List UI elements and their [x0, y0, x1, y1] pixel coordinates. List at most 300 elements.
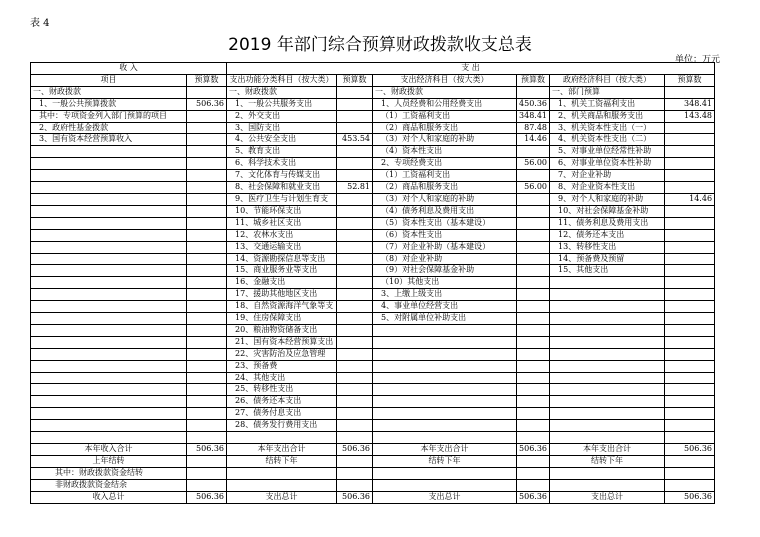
- func-amount-cell: [337, 146, 373, 158]
- income-amount-cell: [187, 182, 227, 194]
- econ-amount-cell: [517, 205, 550, 217]
- func-header: 支出功能分类科目（按大类）: [227, 74, 337, 86]
- table-row: [31, 491, 715, 503]
- page-title: 2019 年部门综合预算财政拨款收支总表: [228, 35, 532, 55]
- econ-amount-cell: [517, 372, 550, 384]
- income-amount-cell: 506.36: [187, 491, 227, 503]
- income-item-cell: 一、财政拨款: [31, 86, 187, 98]
- gov-item-cell: [550, 432, 665, 444]
- econ-item-cell: 5、对附属单位补助支出: [373, 313, 517, 325]
- income-amount-cell: [187, 253, 227, 265]
- econ-amount-cell: [517, 86, 550, 98]
- func-item-cell: 11、城乡社区支出: [227, 217, 337, 229]
- econ-item-cell: （8）对企业补助: [373, 253, 517, 265]
- func-item-cell: 一、财政拨款: [227, 86, 337, 98]
- gov-item-cell: [550, 479, 665, 491]
- income-amount-cell: [187, 336, 227, 348]
- econ-item-cell: （3）对个人和家庭的补助: [373, 193, 517, 205]
- gov-item-cell: 9、对个人和家庭的补助: [550, 193, 665, 205]
- econ-item-cell: （1）工资福利支出: [373, 170, 517, 182]
- econ-item-cell: [373, 408, 517, 420]
- table-row: [31, 229, 715, 241]
- income-item-cell: [31, 289, 187, 301]
- func-amount-cell: [337, 372, 373, 384]
- gov-amount-cell: [665, 467, 715, 479]
- gov-amount-cell: [665, 265, 715, 277]
- income-item-cell: 收入总计: [31, 491, 187, 503]
- table-row: [31, 324, 715, 336]
- econ-amount-cell: [517, 265, 550, 277]
- table-row: [31, 265, 715, 277]
- income-amount-cell: [187, 265, 227, 277]
- gov-amount-cell: [665, 360, 715, 372]
- func-amount-cell: [337, 455, 373, 467]
- func-item-cell: [227, 479, 337, 491]
- gov-item-cell: 3、机关资本性支出（一）: [550, 122, 665, 134]
- table-row: [31, 193, 715, 205]
- func-amount-cell: [337, 110, 373, 122]
- gov-amount-cell: [665, 420, 715, 432]
- gov-amount-cell: [665, 348, 715, 360]
- table-tag: 表 4: [30, 18, 50, 29]
- econ-item-cell: [373, 360, 517, 372]
- income-item-cell: [31, 432, 187, 444]
- table-row: [31, 372, 715, 384]
- income-item-cell: [31, 336, 187, 348]
- econ-item-cell: 4、事业单位经营支出: [373, 301, 517, 313]
- econ-amount-cell: 56.00: [517, 182, 550, 194]
- table-row: [31, 467, 715, 479]
- econ-amount-cell: [517, 467, 550, 479]
- income-item-cell: [31, 420, 187, 432]
- gov-item-cell: 4、机关资本性支出（二）: [550, 134, 665, 146]
- gov-amount-cell: [665, 408, 715, 420]
- table-row: [31, 98, 715, 110]
- gov-item-cell: 7、对企业补助: [550, 170, 665, 182]
- econ-amount-cell: 506.36: [517, 491, 550, 503]
- income-amount-cell: [187, 455, 227, 467]
- income-amount-cell: [187, 86, 227, 98]
- econ-item-cell: （5）资本性支出（基本建设）: [373, 217, 517, 229]
- func-amount-cell: 506.36: [337, 443, 373, 455]
- func-item-cell: 8、社会保障和就业支出: [227, 182, 337, 194]
- func-item-cell: 结转下年: [227, 455, 337, 467]
- gov-amount-cell: [665, 158, 715, 170]
- income-item-cell: [31, 193, 187, 205]
- table-row: [31, 384, 715, 396]
- func-amount-cell: [337, 432, 373, 444]
- gov-item-cell: [550, 348, 665, 360]
- func-item-cell: 5、教育支出: [227, 146, 337, 158]
- econ-amount-cell: [517, 432, 550, 444]
- budget-header: 预算数: [337, 74, 373, 86]
- econ-amount-cell: [517, 336, 550, 348]
- econ-item-cell: [373, 432, 517, 444]
- func-amount-cell: [337, 289, 373, 301]
- gov-amount-cell: [665, 324, 715, 336]
- gov-amount-cell: [665, 134, 715, 146]
- income-item-cell: [31, 384, 187, 396]
- gov-amount-cell: [665, 253, 715, 265]
- gov-amount-cell: [665, 229, 715, 241]
- gov-item-cell: 6、对事业单位资本性补助: [550, 158, 665, 170]
- func-item-cell: 25、转移性支出: [227, 384, 337, 396]
- income-item-cell: [31, 372, 187, 384]
- income-item-cell: 非财政拨款资金结余: [31, 479, 187, 491]
- func-amount-cell: [337, 360, 373, 372]
- income-amount-cell: [187, 241, 227, 253]
- table-row: [31, 170, 715, 182]
- gov-item-cell: [550, 313, 665, 325]
- econ-item-cell: 一、财政拨款: [373, 86, 517, 98]
- table-row: [31, 182, 715, 194]
- income-item-cell: 其中：财政拨款资金结转: [31, 467, 187, 479]
- econ-amount-cell: [517, 229, 550, 241]
- income-amount-cell: 506.36: [187, 443, 227, 455]
- income-item-cell: 本年收入合计: [31, 443, 187, 455]
- income-amount-cell: [187, 467, 227, 479]
- table-row: [31, 408, 715, 420]
- gov-amount-cell: [665, 86, 715, 98]
- table-row: [31, 134, 715, 146]
- gov-item-cell: 支出总计: [550, 491, 665, 503]
- econ-amount-cell: [517, 170, 550, 182]
- income-amount-cell: [187, 229, 227, 241]
- income-item-cell: [31, 205, 187, 217]
- gov-amount-cell: [665, 432, 715, 444]
- econ-amount-cell: [517, 217, 550, 229]
- gov-amount-cell: 348.41: [665, 98, 715, 110]
- func-item-cell: 6、科学技术支出: [227, 158, 337, 170]
- table-row: [31, 455, 715, 467]
- table-row: [31, 205, 715, 217]
- econ-item-cell: 3、上缴上级支出: [373, 289, 517, 301]
- income-amount-cell: [187, 479, 227, 491]
- income-item-cell: [31, 241, 187, 253]
- econ-amount-cell: [517, 301, 550, 313]
- gov-item-cell: [550, 408, 665, 420]
- func-amount-cell: [337, 467, 373, 479]
- gov-amount-cell: [665, 336, 715, 348]
- income-amount-cell: [187, 205, 227, 217]
- econ-amount-cell: [517, 253, 550, 265]
- econ-amount-cell: [517, 455, 550, 467]
- func-item-cell: 支出总计: [227, 491, 337, 503]
- func-amount-cell: [337, 408, 373, 420]
- econ-amount-cell: 56.00: [517, 158, 550, 170]
- income-item-cell: [31, 182, 187, 194]
- gov-amount-cell: [665, 455, 715, 467]
- income-amount-cell: [187, 360, 227, 372]
- table-row: [31, 110, 715, 122]
- econ-amount-cell: [517, 289, 550, 301]
- income-item-cell: [31, 360, 187, 372]
- income-amount-cell: [187, 396, 227, 408]
- func-item-cell: 7、文化体育与传媒支出: [227, 170, 337, 182]
- econ-amount-cell: [517, 193, 550, 205]
- econ-amount-cell: [517, 313, 550, 325]
- econ-item-cell: （4）债务利息及费用支出: [373, 205, 517, 217]
- income-item-cell: [31, 396, 187, 408]
- table-row: [31, 241, 715, 253]
- func-item-cell: 20、粮油物资储备支出: [227, 324, 337, 336]
- func-amount-cell: [337, 158, 373, 170]
- econ-amount-cell: [517, 277, 550, 289]
- gov-item-cell: 1、机关工资福利支出: [550, 98, 665, 110]
- func-item-cell: 26、债务还本支出: [227, 396, 337, 408]
- econ-item-cell: [373, 384, 517, 396]
- gov-item-cell: [550, 384, 665, 396]
- income-item-cell: [31, 170, 187, 182]
- gov-amount-cell: [665, 384, 715, 396]
- gov-amount-cell: [665, 396, 715, 408]
- gov-amount-cell: [665, 479, 715, 491]
- econ-item-cell: （6）资本性支出: [373, 229, 517, 241]
- func-item-cell: 本年支出合计: [227, 443, 337, 455]
- func-amount-cell: [337, 420, 373, 432]
- income-item-cell: [31, 265, 187, 277]
- gov-item-cell: 15、其他支出: [550, 265, 665, 277]
- table-row: [31, 217, 715, 229]
- func-amount-cell: [337, 301, 373, 313]
- func-amount-cell: [337, 170, 373, 182]
- gov-item-cell: [550, 301, 665, 313]
- func-amount-cell: [337, 98, 373, 110]
- income-amount-cell: [187, 277, 227, 289]
- table-row: [31, 432, 715, 444]
- gov-item-cell: 14、预备费及预留: [550, 253, 665, 265]
- func-item-cell: 23、预备费: [227, 360, 337, 372]
- func-amount-cell: [337, 265, 373, 277]
- gov-item-cell: [550, 467, 665, 479]
- income-amount-cell: [187, 122, 227, 134]
- gov-item-cell: 本年支出合计: [550, 443, 665, 455]
- func-amount-cell: 453.54: [337, 134, 373, 146]
- econ-amount-cell: 506.36: [517, 443, 550, 455]
- income-amount-cell: [187, 384, 227, 396]
- econ-item-cell: [373, 396, 517, 408]
- econ-item-cell: 本年支出合计: [373, 443, 517, 455]
- gov-item-cell: 13、转移性支出: [550, 241, 665, 253]
- table-row: [31, 86, 715, 98]
- func-amount-cell: [337, 229, 373, 241]
- income-item-cell: [31, 158, 187, 170]
- table-row: [31, 301, 715, 313]
- table-row: [31, 277, 715, 289]
- income-item-cell: [31, 217, 187, 229]
- income-amount-cell: [187, 289, 227, 301]
- econ-amount-cell: [517, 324, 550, 336]
- gov-amount-cell: [665, 182, 715, 194]
- func-item-cell: 2、外交支出: [227, 110, 337, 122]
- gov-item-cell: 12、债务还本支出: [550, 229, 665, 241]
- gov-amount-cell: [665, 217, 715, 229]
- gov-item-cell: 5、对事业单位经常性补助: [550, 146, 665, 158]
- income-amount-cell: [187, 348, 227, 360]
- econ-item-cell: [373, 372, 517, 384]
- econ-item-cell: 支出总计: [373, 491, 517, 503]
- gov-item-cell: 2、机关商品和服务支出: [550, 110, 665, 122]
- table-row: [31, 396, 715, 408]
- gov-amount-cell: [665, 289, 715, 301]
- gov-amount-cell: [665, 277, 715, 289]
- income-amount-cell: [187, 301, 227, 313]
- gov-amount-cell: [665, 146, 715, 158]
- func-item-cell: 14、资源勘探信息等支出: [227, 253, 337, 265]
- table-row: [31, 479, 715, 491]
- func-item-cell: 24、其他支出: [227, 372, 337, 384]
- gov-amount-cell: [665, 241, 715, 253]
- func-item-cell: 9、医疗卫生与计划生育支: [227, 193, 337, 205]
- func-item-cell: 22、灾害防治及应急管理: [227, 348, 337, 360]
- econ-item-cell: （1）工资福利支出: [373, 110, 517, 122]
- func-item-cell: 13、交通运输支出: [227, 241, 337, 253]
- func-amount-cell: [337, 396, 373, 408]
- income-item-cell: [31, 253, 187, 265]
- gov-item-cell: [550, 396, 665, 408]
- func-amount-cell: [337, 193, 373, 205]
- table-row: [31, 360, 715, 372]
- func-item-cell: 10、节能环保支出: [227, 205, 337, 217]
- func-amount-cell: [337, 336, 373, 348]
- income-amount-cell: [187, 408, 227, 420]
- income-item-cell: 上年结转: [31, 455, 187, 467]
- func-item-cell: 12、农林水支出: [227, 229, 337, 241]
- header-column-row: [31, 74, 715, 86]
- econ-item-cell: [373, 479, 517, 491]
- econ-item-cell: （4）资本性支出: [373, 146, 517, 158]
- gov-item-cell: [550, 372, 665, 384]
- table-row: [31, 122, 715, 134]
- func-item-cell: 3、国防支出: [227, 122, 337, 134]
- income-item-cell: 2、政府性基金拨款: [31, 122, 187, 134]
- econ-item-cell: 结转下年: [373, 455, 517, 467]
- gov-amount-cell: [665, 301, 715, 313]
- econ-amount-cell: [517, 384, 550, 396]
- item-header: 项目: [31, 74, 187, 86]
- econ-amount-cell: [517, 360, 550, 372]
- econ-item-cell: 1、人员经费和公用经费支出: [373, 98, 517, 110]
- gov-item-cell: 8、对企业资本性支出: [550, 182, 665, 194]
- gov-item-cell: [550, 324, 665, 336]
- income-header: 收 入: [31, 63, 227, 75]
- gov-amount-cell: [665, 205, 715, 217]
- econ-amount-cell: [517, 396, 550, 408]
- func-item-cell: 17、援助其他地区支出: [227, 289, 337, 301]
- gov-amount-cell: 506.36: [665, 491, 715, 503]
- gov-amount-cell: 506.36: [665, 443, 715, 455]
- econ-item-cell: [373, 420, 517, 432]
- table-row: [31, 289, 715, 301]
- expense-header: 支 出: [227, 63, 715, 75]
- func-item-cell: [227, 432, 337, 444]
- budget-header: 预算数: [517, 74, 550, 86]
- gov-item-cell: [550, 336, 665, 348]
- econ-amount-cell: [517, 146, 550, 158]
- func-amount-cell: 506.36: [337, 491, 373, 503]
- gov-amount-cell: [665, 372, 715, 384]
- table-row: [31, 158, 715, 170]
- table-row: [31, 313, 715, 325]
- econ-item-cell: [373, 324, 517, 336]
- gov-amount-cell: 14.46: [665, 193, 715, 205]
- gov-amount-cell: 143.48: [665, 110, 715, 122]
- unit-label: 单位：万元: [674, 55, 720, 65]
- income-item-cell: [31, 229, 187, 241]
- func-amount-cell: [337, 217, 373, 229]
- econ-item-cell: [373, 467, 517, 479]
- income-item-cell: [31, 324, 187, 336]
- func-item-cell: 19、住房保障支出: [227, 313, 337, 325]
- income-amount-cell: [187, 432, 227, 444]
- gov-header: 政府经济科目（按大类）: [550, 74, 665, 86]
- econ-amount-cell: 87.48: [517, 122, 550, 134]
- table-row: [31, 253, 715, 265]
- income-item-cell: [31, 277, 187, 289]
- econ-item-cell: （7）对企业补助（基本建设）: [373, 241, 517, 253]
- econ-item-cell: [373, 336, 517, 348]
- income-amount-cell: [187, 158, 227, 170]
- func-item-cell: 18、自然资源海洋气象等支: [227, 301, 337, 313]
- income-amount-cell: [187, 372, 227, 384]
- func-amount-cell: 52.81: [337, 182, 373, 194]
- income-amount-cell: [187, 313, 227, 325]
- income-amount-cell: [187, 420, 227, 432]
- table-row: [31, 146, 715, 158]
- econ-header: 支出经济科目（按大类）: [373, 74, 517, 86]
- func-item-cell: 1、一般公共服务支出: [227, 98, 337, 110]
- income-item-cell: 3、国有资本经营预算收入: [31, 134, 187, 146]
- gov-item-cell: [550, 360, 665, 372]
- func-amount-cell: [337, 313, 373, 325]
- func-item-cell: 21、国有资本经营预算支出: [227, 336, 337, 348]
- econ-item-cell: （9）对社会保障基金补助: [373, 265, 517, 277]
- table-row: [31, 336, 715, 348]
- econ-amount-cell: [517, 479, 550, 491]
- func-amount-cell: [337, 324, 373, 336]
- econ-amount-cell: 348.41: [517, 110, 550, 122]
- income-amount-cell: [187, 146, 227, 158]
- func-item-cell: 28、债务发行费用支出: [227, 420, 337, 432]
- econ-amount-cell: [517, 420, 550, 432]
- income-amount-cell: [187, 110, 227, 122]
- func-amount-cell: [337, 348, 373, 360]
- econ-item-cell: （3）对个人和家庭的补助: [373, 134, 517, 146]
- table-row: [31, 443, 715, 455]
- func-item-cell: 27、债务付息支出: [227, 408, 337, 420]
- gov-amount-cell: [665, 313, 715, 325]
- func-amount-cell: [337, 205, 373, 217]
- income-item-cell: [31, 348, 187, 360]
- gov-item-cell: [550, 420, 665, 432]
- func-amount-cell: [337, 86, 373, 98]
- econ-amount-cell: 14.46: [517, 134, 550, 146]
- income-amount-cell: [187, 193, 227, 205]
- func-item-cell: 4、公共安全支出: [227, 134, 337, 146]
- gov-amount-cell: [665, 122, 715, 134]
- income-item-cell: 其中：专项资金列入部门预算的项目: [31, 110, 187, 122]
- econ-item-cell: （10）其他支出: [373, 277, 517, 289]
- table-row: [31, 420, 715, 432]
- econ-item-cell: （2）商品和服务支出: [373, 182, 517, 194]
- func-amount-cell: [337, 241, 373, 253]
- gov-item-cell: 10、对社会保障基金补助: [550, 205, 665, 217]
- func-item-cell: 15、商业服务业等支出: [227, 265, 337, 277]
- func-amount-cell: [337, 253, 373, 265]
- income-item-cell: [31, 146, 187, 158]
- econ-item-cell: [373, 348, 517, 360]
- econ-item-cell: （2）商品和服务支出: [373, 122, 517, 134]
